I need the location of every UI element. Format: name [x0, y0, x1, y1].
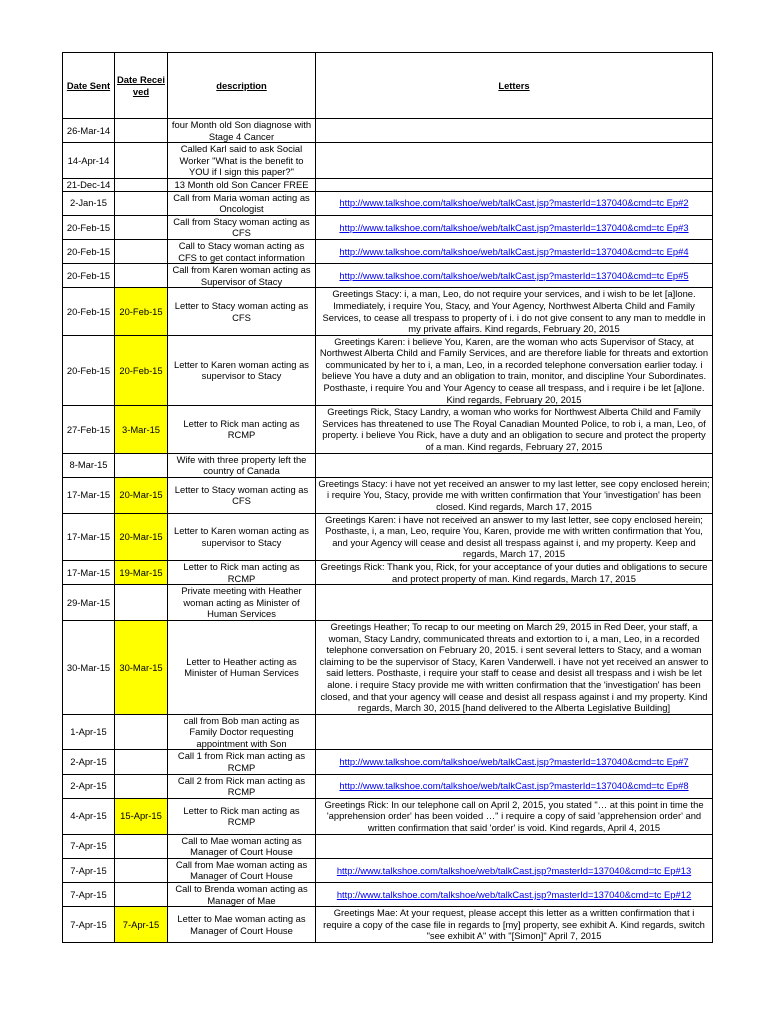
date-received-cell: 20-Mar-15 [115, 477, 168, 513]
table-row [63, 834, 713, 858]
table-row [63, 477, 713, 513]
date-sent-cell: 7-Apr-15 [63, 907, 115, 943]
letter-cell [316, 215, 713, 239]
table-row [63, 907, 713, 943]
description-cell: Private meeting with Heather woman acting as Minister of Human Services [168, 585, 316, 621]
description-cell: Wife with three property left the country of Canada [168, 453, 316, 477]
date-sent-cell: 4-Apr-15 [63, 798, 115, 834]
date-sent-cell: 29-Mar-15 [63, 585, 115, 621]
table-row [63, 239, 713, 263]
date-received-cell [115, 191, 168, 215]
description-cell: Call from Maria woman acting as Oncologist [168, 191, 316, 215]
episode-link[interactable]: http://www.talkshoe.com/talkshoe/web/talkCast.jsp?masterId=137040&cmd=tc Ep#13 [336, 864, 692, 876]
description-cell: Letter to Stacy woman acting as CFS [168, 477, 316, 513]
episode-link[interactable]: http://www.talkshoe.com/talkshoe/web/talkCast.jsp?masterId=137040&cmd=tc Ep#3 [339, 221, 689, 233]
date-received-cell [115, 858, 168, 882]
date-received-cell [115, 215, 168, 239]
description-cell: Letter to Heather acting as Minister of Human Services [168, 620, 316, 714]
date-received-cell [115, 585, 168, 621]
letter-cell: Greetings Stacy: i have not yet received an answer to my last letter, see copy enclosed herein; i require You, Stacy, provide me with written confirmation that Your 'investigation' has been closed. Kind regards, March 17, 2015 [316, 477, 713, 513]
date-sent-cell: 17-Mar-15 [63, 560, 115, 584]
date-sent-cell: 14-Apr-14 [63, 143, 115, 179]
table-row [63, 178, 713, 191]
letter-cell [316, 178, 713, 191]
description-cell: Letter to Rick man acting as RCMP [168, 406, 316, 453]
table-row [63, 858, 713, 882]
description-cell: 13 Month old Son Cancer FREE [168, 178, 316, 191]
description-cell: Call 1 from Rick man acting as RCMP [168, 750, 316, 774]
date-received-cell: 19-Mar-15 [115, 560, 168, 584]
table-row [63, 215, 713, 239]
episode-link[interactable]: http://www.talkshoe.com/talkshoe/web/talkCast.jsp?masterId=137040&cmd=tc Ep#4 [339, 245, 689, 257]
table-row [63, 750, 713, 774]
date-sent-cell: 8-Mar-15 [63, 453, 115, 477]
date-received-cell [115, 119, 168, 143]
date-received-cell [115, 883, 168, 907]
date-sent-cell: 20-Feb-15 [63, 264, 115, 288]
letter-cell [316, 119, 713, 143]
date-sent-cell: 7-Apr-15 [63, 858, 115, 882]
description-cell: Call from Karen woman acting as Supervisor of Stacy [168, 264, 316, 288]
date-sent-header: Date Sent [63, 53, 115, 119]
date-received-cell [115, 750, 168, 774]
date-sent-cell: 7-Apr-15 [63, 834, 115, 858]
date-sent-cell: 2-Jan-15 [63, 191, 115, 215]
header-row [63, 53, 713, 119]
table-row [63, 798, 713, 834]
letter-cell: Greetings Rick: Thank you, Rick, for your acceptance of your duties and obligations to secure and protect property of man. Kind regards, March 17, 2015 [316, 560, 713, 584]
letter-cell [316, 774, 713, 798]
description-header: description [168, 53, 316, 119]
date-received-cell: 15-Apr-15 [115, 798, 168, 834]
letter-cell: Greetings Karen: i have not received an answer to my last letter, see copy enclosed herein; Posthaste, i, a man, Leo, require You, Karen, provide me with written confirmation that You, and your Agency will cease and desist all trespass against i, and my property. Keep and regards, March 17, 2015 [316, 513, 713, 560]
date-sent-cell: 20-Feb-15 [63, 215, 115, 239]
date-received-cell: 20-Feb-15 [115, 288, 168, 335]
description-cell: Called Karl said to ask Social Worker "What is the benefit to YOU if I sign this paper?" [168, 143, 316, 179]
date-sent-cell: 17-Mar-15 [63, 513, 115, 560]
log-table [62, 52, 713, 943]
date-received-cell [115, 834, 168, 858]
table-row [63, 191, 713, 215]
table-row [63, 585, 713, 621]
letter-cell [316, 834, 713, 858]
description-cell: Call 2 from Rick man acting as RCMP [168, 774, 316, 798]
date-sent-cell: 30-Mar-15 [63, 620, 115, 714]
letter-cell [316, 585, 713, 621]
letter-cell [316, 143, 713, 179]
episode-link[interactable]: http://www.talkshoe.com/talkshoe/web/talkCast.jsp?masterId=137040&cmd=tc Ep#7 [339, 756, 689, 768]
description-cell: Letter to Rick man acting as RCMP [168, 798, 316, 834]
letter-cell [316, 453, 713, 477]
date-received-cell [115, 143, 168, 179]
description-cell: Letter to Karen woman acting as supervisor to Stacy [168, 335, 316, 406]
date-sent-cell: 2-Apr-15 [63, 750, 115, 774]
description-cell: Letter to Stacy woman acting as CFS [168, 288, 316, 335]
description-cell: four Month old Son diagnose with Stage 4 Cancer [168, 119, 316, 143]
episode-link[interactable]: http://www.talkshoe.com/talkshoe/web/talkCast.jsp?masterId=137040&cmd=tc Ep#8 [339, 780, 689, 792]
table-row [63, 883, 713, 907]
letter-cell: Greetings Mae: At your request, please accept this letter as a written confirmation that i require a copy of the case file in regards to [my] property, see exhibit A. Kind regards, switch "see exhibit A" with "[Simon]" April 7, 2015 [316, 907, 713, 943]
letter-cell [316, 191, 713, 215]
table-row [63, 406, 713, 453]
date-sent-cell: 26-Mar-14 [63, 119, 115, 143]
letter-cell [316, 714, 713, 750]
date-received-cell [115, 239, 168, 263]
table-row [63, 453, 713, 477]
letter-cell: Greetings Stacy: i, a man, Leo, do not require your services, and i wish to be let [a]lone. Immediately, i require You, Stacy, and Your Agency, Northwest Alberta Child and Family Services, to cease all trespass to property of i. i do not give consent to any man to meddle in my private affairs. Kind regards, February 20, 2015 [316, 288, 713, 335]
date-received-cell [115, 453, 168, 477]
date-received-cell: 7-Apr-15 [115, 907, 168, 943]
table-row [63, 513, 713, 560]
description-cell: Letter to Rick man acting as RCMP [168, 560, 316, 584]
episode-link[interactable]: http://www.talkshoe.com/talkshoe/web/talkCast.jsp?masterId=137040&cmd=tc Ep#5 [339, 269, 689, 281]
date-sent-cell: 1-Apr-15 [63, 714, 115, 750]
episode-link[interactable]: http://www.talkshoe.com/talkshoe/web/talkCast.jsp?masterId=137040&cmd=tc Ep#12 [336, 888, 692, 900]
date-received-cell: 20-Feb-15 [115, 335, 168, 406]
description-cell: Call from Mae woman acting as Manager of Court House [168, 858, 316, 882]
letters-header: Letters [316, 53, 713, 119]
letter-cell: Greetings Rick: In our telephone call on April 2, 2015, you stated "… at this point in time the 'apprehension order' has been voided …" i require a copy of said 'apprehension order' and written confirmation that said 'order' is void. Kind regards, April 4, 2015 [316, 798, 713, 834]
table-row [63, 560, 713, 584]
date-sent-cell: 17-Mar-15 [63, 477, 115, 513]
description-cell: Letter to Karen woman acting as supervisor to Stacy [168, 513, 316, 560]
table-row [63, 264, 713, 288]
table-row [63, 335, 713, 406]
date-sent-cell: 20-Feb-15 [63, 335, 115, 406]
description-cell: Call to Mae woman acting as Manager of Court House [168, 834, 316, 858]
letter-cell: Greetings Heather; To recap to our meeting on March 29, 2015 in Red Deer, your staff, a woman, Stacy Landry, communicated threats and extortion to i, a man, Leo, in a recorded telephone conversation on February 20, 2015. i sent several letters to Stacy, and a woman claiming to be the supervisor of Stacy, Karen Vanderwell. i have not yet received an answer to said letters. Posthaste, i require your staff to cease and desist all trespass and i wish be let alone. i require Stacy provide me with written confirmation that the 'investigation' has been closed, and that your agency will cease and desist all respass against i and my property. Kind regards, March 30, 2015 [hand delivered to the Alberta Legislative Building] [316, 620, 713, 714]
table-row [63, 119, 713, 143]
letter-cell [316, 239, 713, 263]
letter-cell [316, 264, 713, 288]
date-received-cell [115, 714, 168, 750]
date-sent-cell: 20-Feb-15 [63, 239, 115, 263]
table-row [63, 620, 713, 714]
date-sent-cell: 27-Feb-15 [63, 406, 115, 453]
letter-cell: Greetings Karen: i believe You, Karen, are the woman who acts Supervisor of Stacy, at Northwest Alberta Child and Family Services, and are therefore liable for threats and extortion communicated by her to i, a man, Leo, in a recorded telephone conversation earlier today. i believe You have a duty and an obligation to train, monitor, and discipline Your Subordinates. Posthaste, i require You and Your Agency to cease all trespass, and i require i be let [a]lone. Kind regards, February 20, 2015 [316, 335, 713, 406]
date-received-cell: 20-Mar-15 [115, 513, 168, 560]
episode-link[interactable]: http://www.talkshoe.com/talkshoe/web/talkCast.jsp?masterId=137040&cmd=tc Ep#2 [339, 197, 689, 209]
letter-cell [316, 858, 713, 882]
description-cell: Call to Stacy woman acting as CFS to get contact information [168, 239, 316, 263]
table-row [63, 714, 713, 750]
date-received-cell [115, 774, 168, 798]
description-cell: Letter to Mae woman acting as Manager of Court House [168, 907, 316, 943]
letter-cell: Greetings Rick, Stacy Landry, a woman who works for Northwest Alberta Child and Family Services has threatened to use The Royal Canadian Mounted Police, to rob i, a man, Leo, of property. i believe You Rick, have a duty and an obligation to secure and protect the property of a man. Kind regards, February 27, 2015 [316, 406, 713, 453]
date-received-cell: 3-Mar-15 [115, 406, 168, 453]
table-row [63, 288, 713, 335]
description-cell: Call from Stacy woman acting as CFS [168, 215, 316, 239]
date-received-cell [115, 178, 168, 191]
date-sent-cell: 2-Apr-15 [63, 774, 115, 798]
table-row [63, 774, 713, 798]
table-row [63, 143, 713, 179]
description-cell: call from Bob man acting as Family Doctor requesting appointment with Son [168, 714, 316, 750]
letter-cell [316, 750, 713, 774]
description-cell: Call to Brenda woman acting as Manager of Mae [168, 883, 316, 907]
date-sent-cell: 21-Dec-14 [63, 178, 115, 191]
date-received-cell: 30-Mar-15 [115, 620, 168, 714]
date-sent-cell: 20-Feb-15 [63, 288, 115, 335]
date-received-header: Date Recei ved [115, 53, 168, 119]
date-sent-cell: 7-Apr-15 [63, 883, 115, 907]
date-received-cell [115, 264, 168, 288]
letter-cell [316, 883, 713, 907]
